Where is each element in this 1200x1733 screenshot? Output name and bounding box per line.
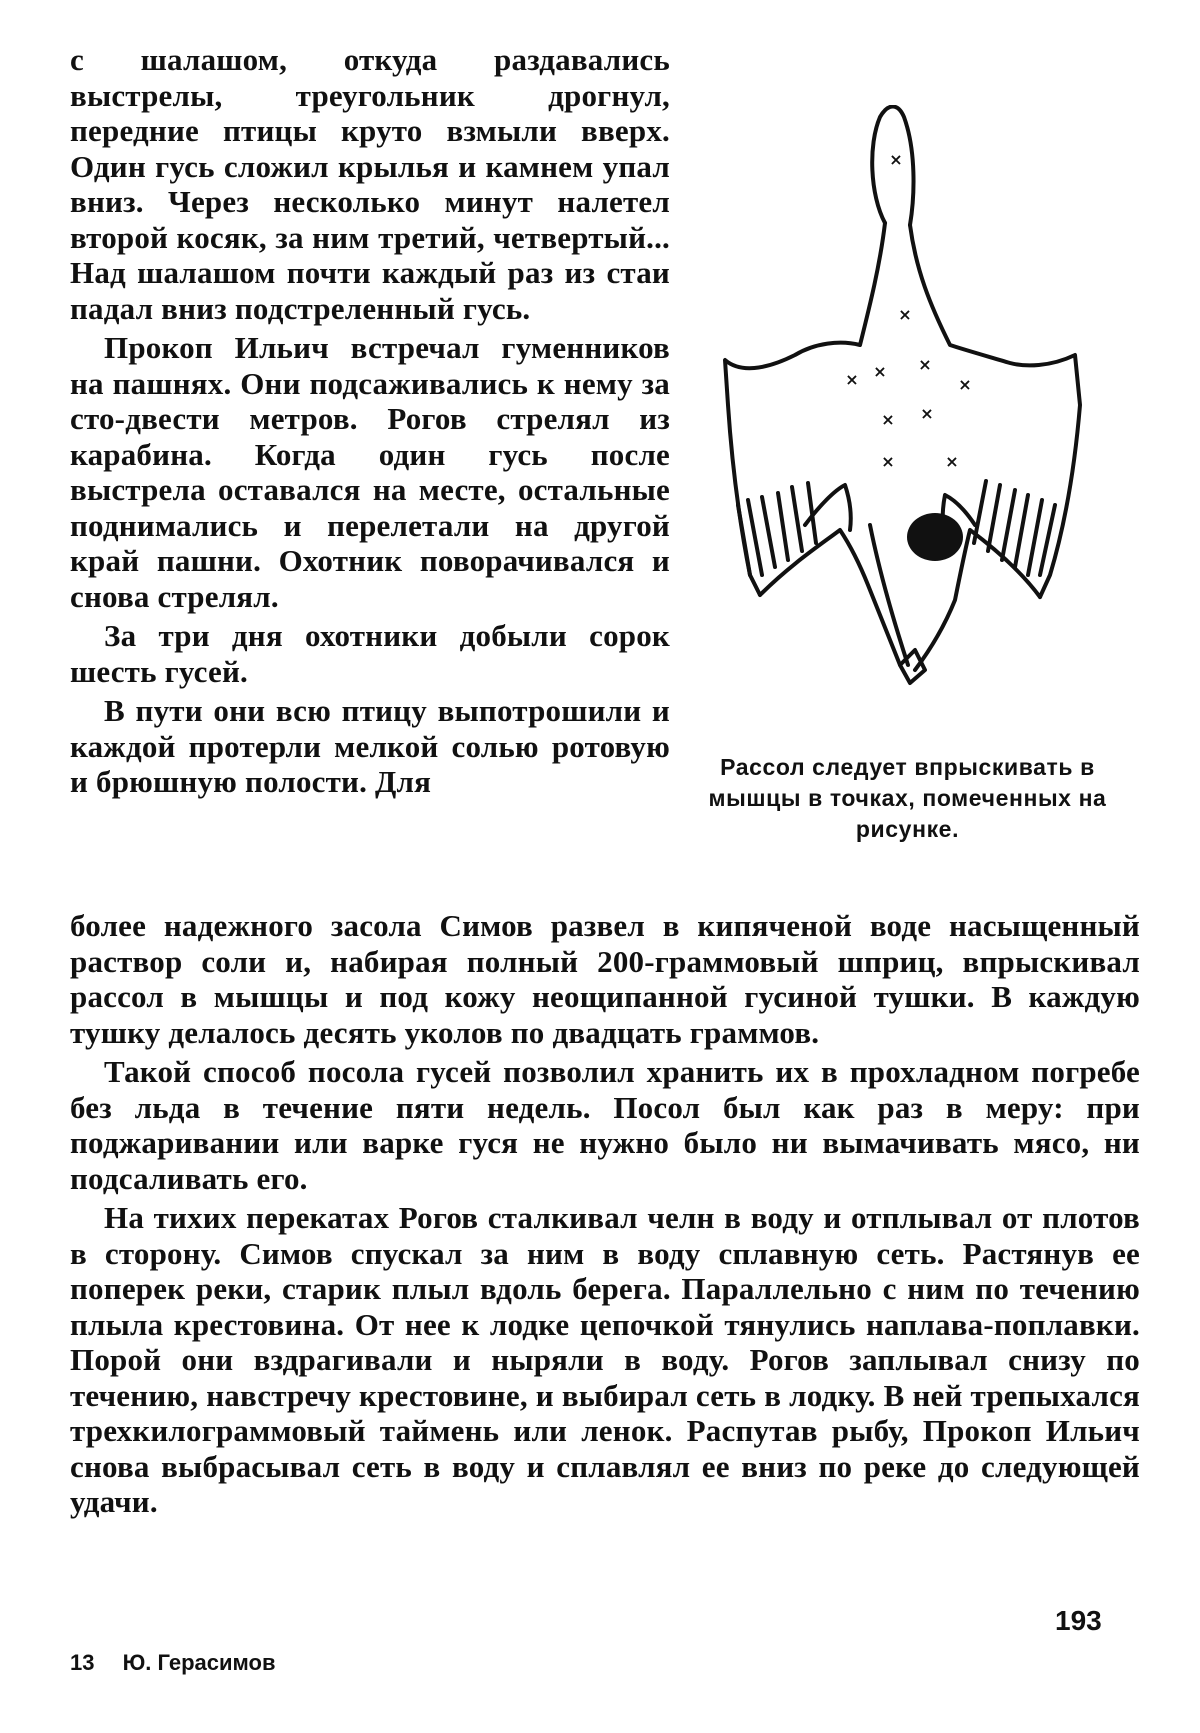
svg-text:×: ×	[898, 305, 912, 324]
svg-text:×: ×	[881, 410, 895, 429]
svg-text:×: ×	[958, 375, 972, 394]
paragraph-4: В пути они всю птицу выпотрошили и каждой протерли мелкой солью ротовую и брюшную полости. Для	[70, 693, 670, 799]
printer-signature	[70, 1650, 276, 1676]
svg-text:×: ×	[945, 452, 959, 471]
goose-carcass-diagram-icon	[720, 105, 1100, 690]
goose-carcass-figure	[720, 105, 1100, 690]
svg-text:×: ×	[918, 355, 932, 374]
svg-text:×: ×	[873, 362, 887, 381]
paragraph-1: с шалашом, откуда раздавались выстрелы, треугольник дрогнул, передние птицы круто взмыли вверх. Один гусь сложил крылья и камнем упал вниз. Через несколько минут налетел второй косяк, за ним третий, четвертый... Над шалашом почти каждый раз из стаи падал вниз подстреленный гусь.	[70, 42, 670, 326]
svg-text:×: ×	[881, 452, 895, 471]
svg-text:×: ×	[845, 370, 859, 389]
signature-number: 13	[70, 1650, 95, 1675]
figure-caption: Рассол следует впрыскивать в мышцы в точках, помеченных на рисунке.	[708, 754, 1107, 842]
page-number: 193	[1055, 1605, 1102, 1636]
paragraph-4-continued: более надежного засола Симов развел в кипяченой воде насыщенный раствор соли и, набирая полный 200-граммовый шприц, впрыскивал рассол в мышцы и под кожу неощипанной гусиной тушки. В каждую тушку делалось десять уколов по двадцать граммов.	[70, 908, 1140, 1050]
signature-author: Ю. Герасимов	[122, 1650, 276, 1675]
paragraph-3: За три дня охотники добыли сорок шесть гусей.	[70, 618, 670, 689]
paragraph-6: На тихих перекатах Рогов сталкивал челн в воду и отплывал от плотов в сторону. Симов спускал за ним в воду сплавную сеть. Растянув ее поперек реки, старик плыл вдоль берега. Параллельно с ним по течению плыла крестовина. От нее к лодке цепочкой тянулись наплава-поплавки. Порой они вздрагивали и ныряли в воду. Рогов заплывал снизу по течению, навстречу крестовине, и выбирал сеть в лодку. В ней трепыхался трехкилограммовый таймень или ленок. Распутав рыбу, Прокоп Ильич снова выбрасывал сеть в воду и сплавлял ее вниз по реке до следующей удачи.	[70, 1200, 1140, 1519]
paragraph-5: Такой способ посола гусей позволил хранить их в прохладном погребе без льда в течение пяти недель. Посол был как раз в меру: при поджаривании или варке гуся не нужно было ни вымачивать мясо, ни подсаливать его.	[70, 1054, 1140, 1196]
left-text-column	[70, 42, 670, 804]
paragraph-2: Прокоп Ильич встречал гуменников на пашнях. Они подсаживались к нему за сто-двести метров. Рогов стрелял из карабина. Когда один гусь после выстрела оставался на месте, остальные поднимались и перелетали на другой край пашни. Охотник поворачивался и снова стрелял.	[70, 330, 670, 614]
full-width-text	[70, 908, 1140, 1524]
svg-text:×: ×	[920, 404, 934, 423]
svg-text:×: ×	[889, 150, 903, 169]
